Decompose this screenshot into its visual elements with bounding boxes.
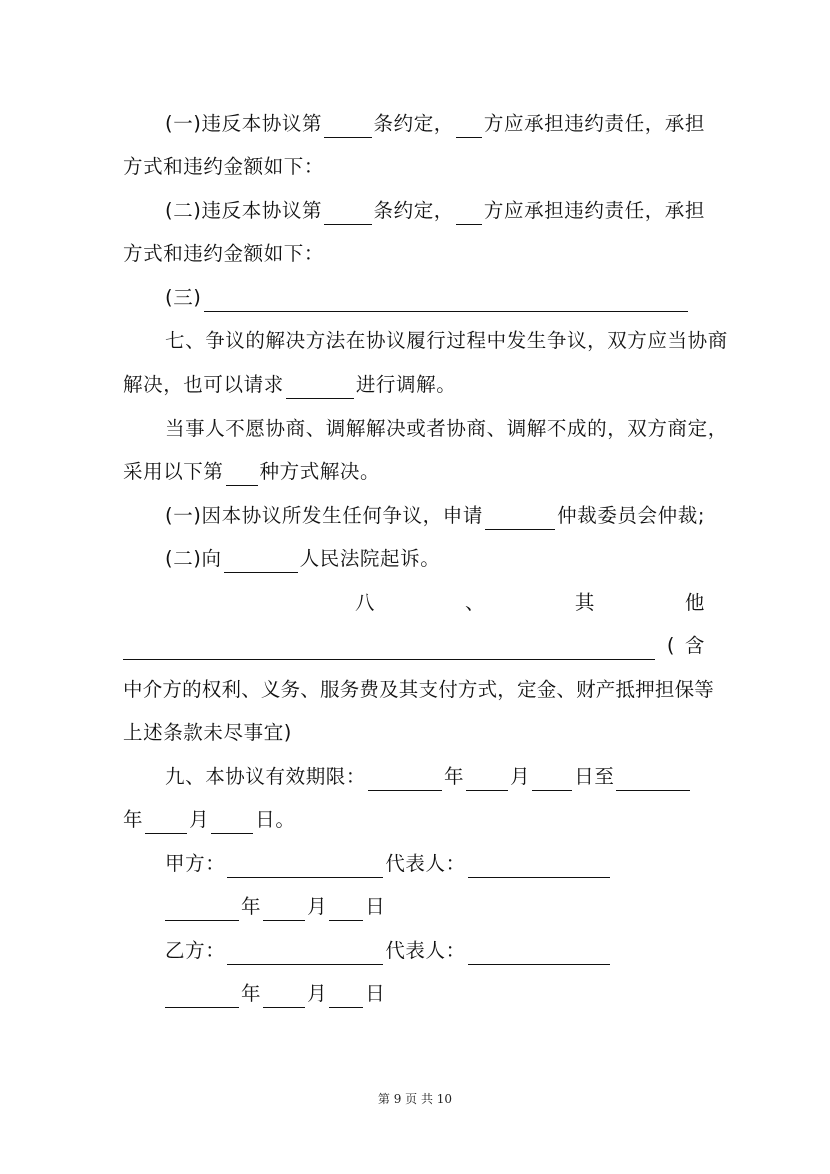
blank-field[interactable] [616, 768, 690, 791]
blank-field[interactable] [466, 768, 508, 791]
text: 年 [444, 765, 465, 788]
text: 月 [307, 895, 328, 918]
party-a-field[interactable] [227, 855, 383, 878]
blank-field[interactable] [329, 985, 363, 1008]
blank-field[interactable] [165, 898, 239, 921]
text: 日至 [574, 765, 615, 788]
text-line [123, 676, 715, 704]
text-line [123, 806, 705, 834]
blank-field[interactable] [211, 811, 253, 834]
text-line [123, 153, 705, 181]
blank-field[interactable] [165, 985, 239, 1008]
blank-field[interactable] [368, 768, 442, 791]
text: 方应承担违约责任，承担 [483, 112, 705, 135]
text-line [123, 458, 705, 486]
text: 中介方的权利、义务、服务费及其支付方式，定金、财产抵押担保等 [123, 678, 715, 701]
text: 代表人： [385, 852, 466, 875]
text: 他 [684, 591, 705, 614]
blank-field[interactable] [263, 985, 305, 1008]
text: 九、本协议有效期限： [165, 765, 367, 788]
text: 年 [241, 982, 262, 1005]
text: 上述条款未尽事宜) [123, 721, 293, 744]
text: (三) [165, 286, 202, 309]
text: 月 [307, 982, 328, 1005]
blank-field[interactable] [226, 463, 258, 486]
page-number: 第 9 页 共 10 [377, 1092, 453, 1106]
text: 日。 [255, 808, 296, 831]
representative-b-field[interactable] [468, 942, 610, 965]
text: 含 [684, 634, 705, 657]
text-line [123, 240, 705, 268]
text: ( [666, 634, 676, 657]
blank-field[interactable] [324, 115, 371, 138]
text: 乙方： [165, 939, 226, 962]
text: 采用以下第 [123, 460, 224, 483]
text: 七、争议的解决方法在协议履行过程中发生争议，双方应当协商 [165, 329, 728, 352]
text: (二)违反本协议第 [165, 199, 323, 222]
text: 日 [365, 982, 386, 1005]
text-line [123, 719, 705, 747]
blank-field[interactable] [456, 202, 482, 225]
blank-field[interactable] [145, 811, 187, 834]
text: 条约定， [373, 112, 454, 135]
text: 月 [189, 808, 210, 831]
text: 月 [510, 765, 531, 788]
blank-field[interactable] [286, 376, 354, 399]
blank-field[interactable] [123, 637, 655, 660]
party-b-field[interactable] [227, 942, 383, 965]
text-line [165, 415, 728, 443]
section-7-heading [165, 327, 728, 355]
party-a-date [165, 893, 705, 921]
text: 种方式解决。 [259, 460, 381, 483]
text-line [123, 371, 705, 399]
party-b-signature [165, 937, 705, 965]
text: 方应承担违约责任，承担 [483, 199, 705, 222]
text: 其 [574, 591, 596, 614]
party-b-date [165, 980, 705, 1008]
option-court [165, 545, 705, 573]
text: (一)违反本协议第 [165, 112, 323, 135]
text: 条约定， [373, 199, 454, 222]
text: 、 [464, 591, 486, 614]
blank-field[interactable] [485, 507, 555, 530]
blank-field[interactable] [329, 898, 363, 921]
text: 代表人： [385, 939, 466, 962]
blank-field[interactable] [532, 768, 572, 791]
text: 进行调解。 [355, 373, 457, 396]
blank-field[interactable] [263, 898, 305, 921]
clause-breach-2 [165, 197, 705, 225]
text: 仲裁委员会仲裁; [557, 504, 705, 527]
section-8-heading [355, 589, 705, 617]
blank-field[interactable] [324, 202, 371, 225]
text: 甲方： [165, 852, 226, 875]
text: 年 [241, 895, 262, 918]
blank-field[interactable] [224, 550, 298, 573]
clause-breach-3 [165, 284, 705, 312]
text: 当事人不愿协商、调解解决或者协商、调解不成的，双方商定， [165, 417, 728, 440]
section-9-validity [165, 763, 705, 791]
option-arbitration [165, 502, 705, 530]
text: 方式和违约金额如下： [123, 155, 325, 178]
text: (一)因本协议所发生任何争议，申请 [165, 504, 483, 527]
blank-field[interactable] [456, 115, 482, 138]
text: 方式和违约金额如下： [123, 242, 325, 265]
clause-breach-1 [165, 110, 705, 138]
representative-a-field[interactable] [468, 855, 610, 878]
text-line [123, 632, 705, 660]
text: 人民法院起诉。 [299, 547, 441, 570]
text: (二)向 [165, 547, 222, 570]
text: 日 [365, 895, 386, 918]
text: 年 [123, 808, 144, 831]
blank-field[interactable] [204, 289, 688, 312]
party-a-signature [165, 850, 705, 878]
text: 八 [355, 591, 376, 614]
text: 解决，也可以请求 [123, 373, 284, 396]
